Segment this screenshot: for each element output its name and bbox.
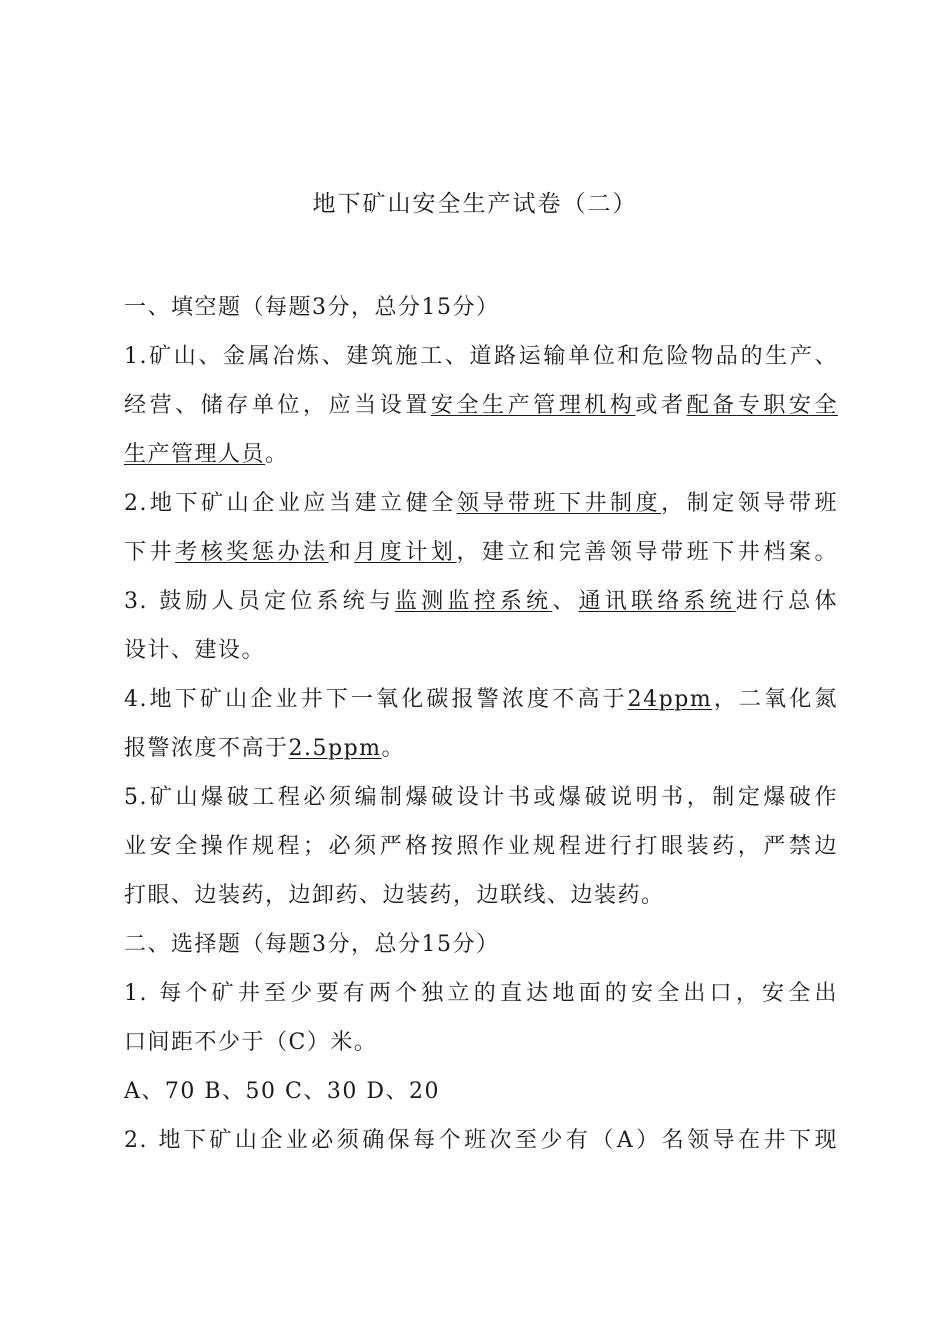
text-line (124, 626, 838, 675)
text-line (124, 381, 838, 430)
answer-blank: 生产管理人员 (124, 442, 266, 467)
text-run: 2.地下矿山企业应当建立健全 (124, 491, 457, 516)
text-line (124, 871, 838, 920)
text-line (124, 1116, 838, 1165)
text-run: 和 (328, 540, 355, 565)
answer-blank: 月度计划 (354, 540, 457, 565)
text-line (124, 675, 838, 724)
answer-blank: 考核奖惩办法 (175, 540, 329, 565)
text-line (124, 773, 838, 822)
answer-blank: 领导带班下井制度 (456, 491, 662, 516)
text-line (124, 1067, 838, 1116)
text-run: 1.矿山、金属冶炼、建筑施工、道路运输单位和危险物品的生产、 (124, 344, 838, 369)
text-run: 2. 地下矿山企业必须确保每个班次至少有（A）名领导在井下现 (124, 1128, 838, 1153)
answer-blank: 24ppm (627, 687, 713, 712)
text-line (124, 332, 838, 381)
text-run: 口间距不少于（C）米。 (124, 1030, 378, 1055)
text-run: 经营、储存单位，应当设置 (124, 393, 431, 418)
text-line (124, 577, 838, 626)
answer-blank: 2.5ppm (288, 736, 382, 761)
text-run: 设计、建设。 (124, 638, 266, 663)
answer-blank: 配备专职安全 (686, 393, 838, 418)
page-title: 地下矿山安全生产试卷（二） (312, 191, 638, 217)
text-line (124, 724, 838, 773)
text-line (124, 920, 838, 969)
text-run: 3. 鼓励人员定位系统与 (124, 589, 396, 614)
text-run: 5.矿山爆破工程必须编制爆破设计书或爆破说明书，制定爆破作 (124, 785, 838, 810)
answer-blank: 安全生产管理机构 (430, 393, 636, 418)
text-run: 。 (265, 442, 289, 467)
text-run: 一、填空题（每题3分，总分15分） (124, 295, 500, 320)
text-line (124, 430, 838, 479)
answer-blank: 监测监控系统 (395, 589, 553, 614)
text-run: ，建立和完善领导带班下井档案。 (456, 540, 838, 565)
text-run: 4.地下矿山企业井下一氧化碳报警浓度不高于 (124, 687, 628, 712)
text-run: ，二氧化氮 (712, 687, 838, 712)
text-run: ，制定领导带班 (661, 491, 838, 516)
text-run: 打眼、边装药，边卸药、边装药，边联线、边装药。 (124, 883, 665, 908)
text-run: 。 (381, 736, 406, 761)
text-run: 或者 (635, 393, 687, 418)
document-body (124, 283, 838, 1165)
answer-blank: 通讯联络系统 (578, 589, 736, 614)
text-run: 下井 (124, 540, 176, 565)
text-run: 、 (552, 589, 579, 614)
text-line (124, 528, 838, 577)
text-line (124, 283, 838, 332)
text-run: 报警浓度不高于 (124, 736, 289, 761)
text-line (124, 1018, 838, 1067)
text-run: 进行总体 (735, 589, 838, 614)
text-run: A、70 B、50 C、30 D、20 (124, 1079, 440, 1104)
text-run: 业安全操作规程；必须严格按照作业规程进行打眼装药，严禁边 (124, 834, 838, 859)
text-line (124, 822, 838, 871)
text-run: 1. 每个矿井至少要有两个独立的直达地面的安全出口，安全出 (124, 981, 838, 1006)
text-line (124, 479, 838, 528)
text-line (124, 969, 838, 1018)
text-run: 二、选择题（每题3分，总分15分） (124, 932, 500, 957)
